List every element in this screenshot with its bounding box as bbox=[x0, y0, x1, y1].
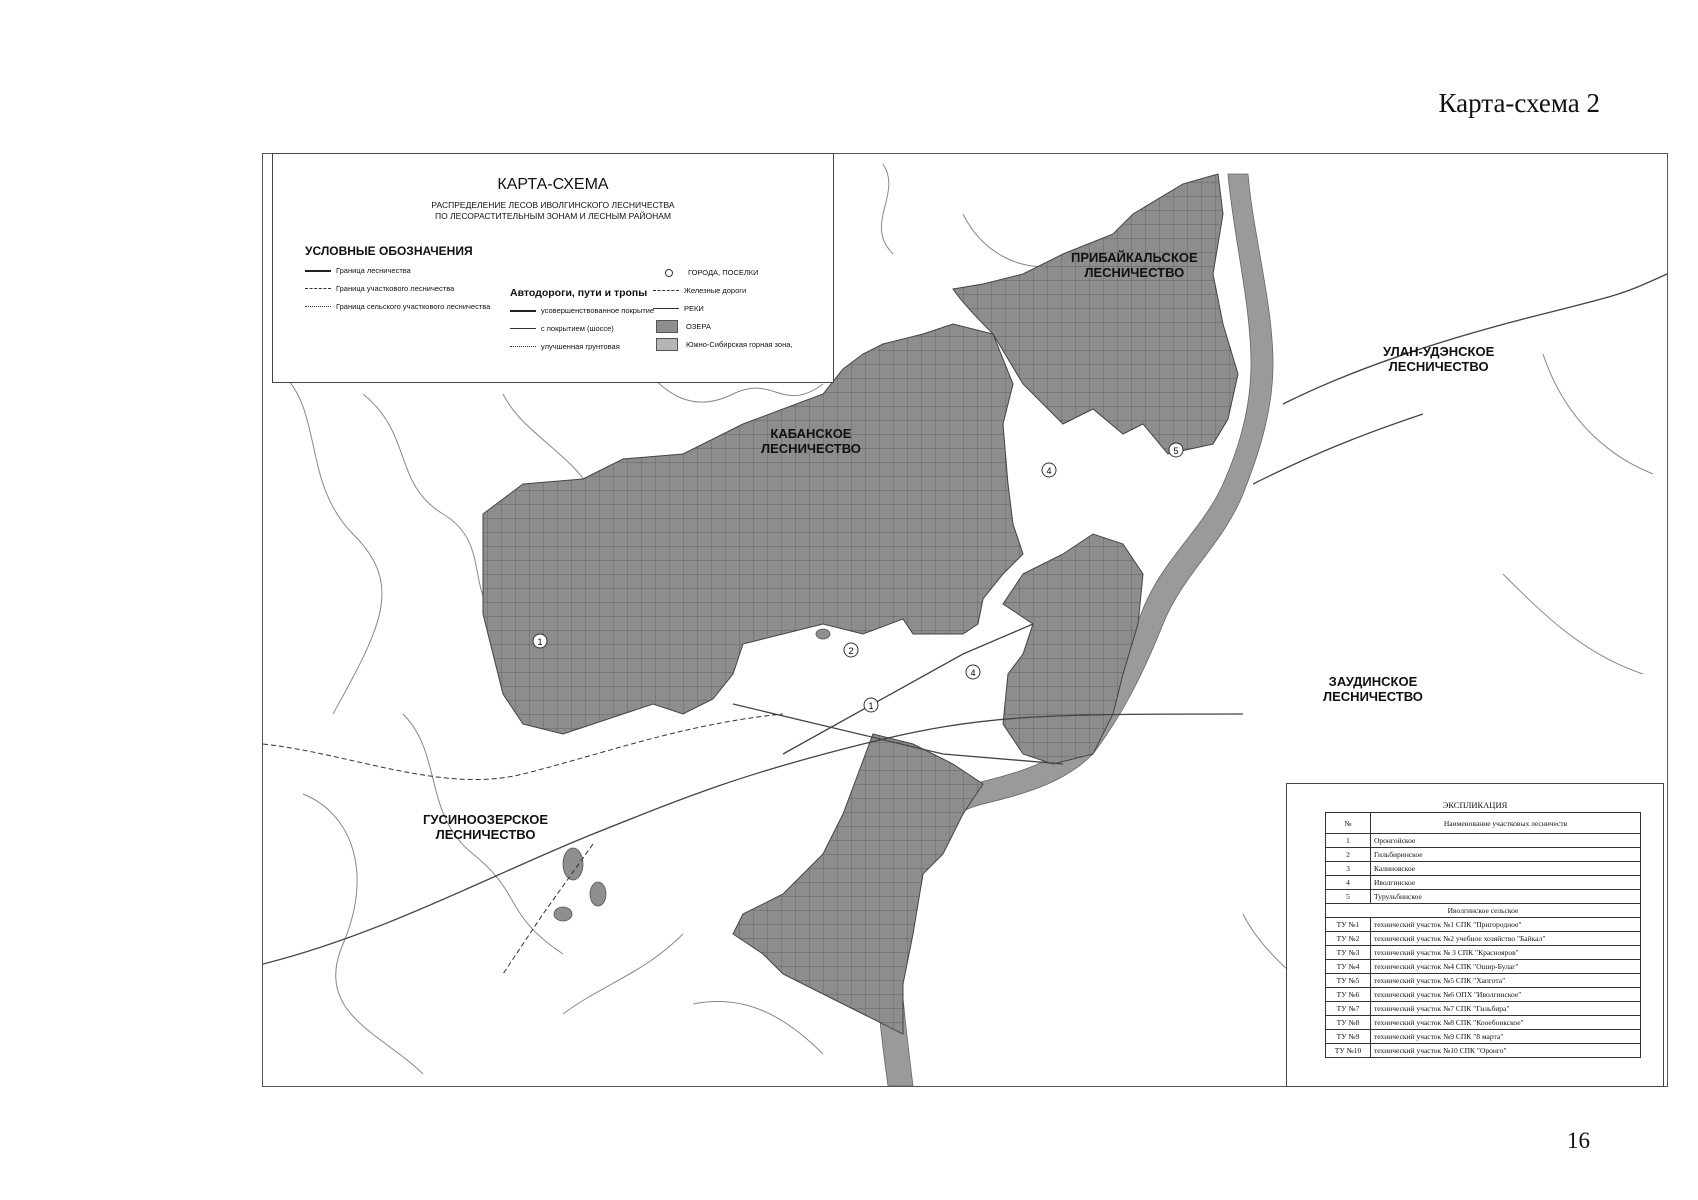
legend-road-dirt bbox=[510, 342, 620, 351]
legend-label: РЕКИ bbox=[684, 304, 704, 313]
zone-label-kabanskoe: КАБАНСКОЕ ЛЕСНИЧЕСТВО bbox=[761, 426, 861, 456]
table-row bbox=[1326, 1002, 1641, 1016]
legend-label: Граница участкового лесничества bbox=[336, 284, 455, 293]
cell-number: 5 bbox=[1326, 890, 1371, 904]
legend-label: Граница лесничества bbox=[336, 266, 411, 275]
cell-name: Турульбинское bbox=[1371, 890, 1641, 904]
group-title: Иволгинское сельское bbox=[1326, 904, 1641, 918]
cell-number: ТУ №6 bbox=[1326, 988, 1371, 1002]
legend-lakes bbox=[653, 320, 711, 333]
cell-number: 1 bbox=[1326, 834, 1371, 848]
legend-mountain-zone bbox=[653, 338, 792, 351]
forest-main bbox=[483, 324, 1023, 734]
railway-line-icon bbox=[653, 290, 679, 291]
legend-label: с покрытием (шоссе) bbox=[541, 324, 614, 333]
marker-label: 4 bbox=[1046, 466, 1052, 476]
forest-east bbox=[1003, 534, 1143, 764]
lake-swatch-icon bbox=[656, 320, 678, 333]
legend-heading: УСЛОВНЫЕ ОБОЗНАЧЕНИЯ bbox=[305, 244, 473, 258]
roads-heading: Автодороги, пути и тропы bbox=[510, 287, 648, 299]
road-line-icon bbox=[510, 310, 536, 312]
cell-number: ТУ №10 bbox=[1326, 1044, 1371, 1058]
page-number: 16 bbox=[1567, 1128, 1590, 1153]
legend-title: КАРТА-СХЕМА bbox=[497, 176, 609, 193]
table-row bbox=[1326, 862, 1641, 876]
column-header: Наименование участковых лесничеств bbox=[1371, 813, 1641, 834]
table-row bbox=[1326, 848, 1641, 862]
legend-label: Южно-Сибирская горная зона, bbox=[686, 340, 793, 349]
cell-number: ТУ №1 bbox=[1326, 918, 1371, 932]
cell-name: технический участок №4 СПК "Ошир-Булаг" bbox=[1371, 960, 1641, 974]
legend-forestry-boundary bbox=[305, 266, 411, 275]
cell-name: технический участок №10 СПК "Оронго" bbox=[1371, 1044, 1641, 1058]
cell-name: Калиновское bbox=[1371, 862, 1641, 876]
cell-name: технический участок №8 СПК "Кооебоикское" bbox=[1371, 1016, 1641, 1030]
legend-railways bbox=[653, 286, 746, 295]
dashed-line-icon bbox=[305, 288, 331, 289]
cell-name: технический участок № 3 СПК "Краснояров" bbox=[1371, 946, 1641, 960]
dotted-line-icon bbox=[305, 306, 331, 307]
marker-label: 1 bbox=[868, 701, 874, 711]
cell-name: технический участок №7 СПК "Гильбира" bbox=[1371, 1002, 1641, 1016]
table-row bbox=[1326, 918, 1641, 932]
zone-label-pribaikalskoe: ПРИБАЙКАЛЬСКОЕ ЛЕСНИЧЕСТВО bbox=[1071, 250, 1198, 280]
legend-road-improved bbox=[510, 306, 654, 315]
legend-settlements bbox=[653, 268, 759, 277]
forest-south bbox=[733, 734, 983, 1034]
cell-name: технический участок №9 СПК "8 марта" bbox=[1371, 1030, 1641, 1044]
table-row bbox=[1326, 876, 1641, 890]
cell-name: технический участок №6 ОПХ "Иволгинское" bbox=[1371, 988, 1641, 1002]
cell-number: ТУ №3 bbox=[1326, 946, 1371, 960]
marker-label: 2 bbox=[848, 646, 854, 656]
cell-number: ТУ №7 bbox=[1326, 1002, 1371, 1016]
table-group-row bbox=[1326, 904, 1641, 918]
railway bbox=[263, 714, 783, 974]
boundary-line-icon bbox=[305, 270, 331, 272]
zone-label-ulan-ude: УЛАН-УДЭНСКОЕ ЛЕСНИЧЕСТВО bbox=[1383, 344, 1495, 374]
column-header: № bbox=[1326, 813, 1371, 834]
legend bbox=[272, 153, 834, 383]
explication-title: ЭКСПЛИКАЦИЯ bbox=[1442, 800, 1508, 810]
legend-label: Граница сельского участкового лесничества bbox=[336, 302, 491, 311]
cell-name: технический участок №2 учебное хозяйство "Байкал" bbox=[1371, 932, 1641, 946]
legend-label: ГОРОДА, ПОСЕЛКИ bbox=[688, 268, 759, 277]
legend-rural-boundary bbox=[305, 302, 490, 311]
river-line-icon bbox=[653, 308, 679, 309]
table-row bbox=[1326, 932, 1641, 946]
marker-label: 1 bbox=[537, 637, 543, 647]
road-line-icon bbox=[510, 328, 536, 329]
legend-label: Железные дороги bbox=[684, 286, 747, 295]
cell-name: Иволгинское bbox=[1371, 876, 1641, 890]
page-title: Карта-схема 2 bbox=[1438, 88, 1600, 118]
legend-label: ОЗЕРА bbox=[686, 322, 711, 331]
cell-number: ТУ №8 bbox=[1326, 1016, 1371, 1030]
cell-number: ТУ №9 bbox=[1326, 1030, 1371, 1044]
settlement-icon bbox=[665, 269, 673, 277]
cell-number: ТУ №4 bbox=[1326, 960, 1371, 974]
table-row bbox=[1326, 1044, 1641, 1058]
cell-number: 4 bbox=[1326, 876, 1371, 890]
explication-table bbox=[1325, 812, 1641, 1058]
legend-rivers bbox=[653, 304, 704, 313]
table-row bbox=[1326, 974, 1641, 988]
legend-road-paved bbox=[510, 324, 614, 333]
legend-label: улучшенная грунтовая bbox=[541, 342, 620, 351]
zone-label-zaudinskoe: ЗАУДИНСКОЕ ЛЕСНИЧЕСТВО bbox=[1323, 674, 1423, 704]
table-row bbox=[1326, 1016, 1641, 1030]
legend-subtitle: РАСПРЕДЕЛЕНИЕ ЛЕСОВ ИВОЛГИНСКОГО ЛЕСНИЧЕСТВА ПО ЛЕСОРАСТИТЕЛЬНЫМ ЗОНАМ И ЛЕСНЫМ РАЙОНАМ bbox=[431, 200, 675, 221]
marker-label: 4 bbox=[970, 668, 976, 678]
table-row bbox=[1326, 890, 1641, 904]
cell-number: ТУ №5 bbox=[1326, 974, 1371, 988]
cell-name: технический участок №5 СПК "Хапгота" bbox=[1371, 974, 1641, 988]
cell-name: Оронгойское bbox=[1371, 834, 1641, 848]
marker-label: 5 bbox=[1173, 446, 1179, 456]
zone-swatch-icon bbox=[656, 338, 678, 351]
table-row bbox=[1326, 834, 1641, 848]
cell-number: ТУ №2 bbox=[1326, 932, 1371, 946]
table-row bbox=[1326, 988, 1641, 1002]
cell-name: Гильбиринское bbox=[1371, 848, 1641, 862]
legend-district-boundary bbox=[305, 284, 454, 293]
table-row bbox=[1326, 1030, 1641, 1044]
zone-label-gusinoozerskoe: ГУСИНООЗЕРСКОЕ ЛЕСНИЧЕСТВО bbox=[423, 812, 549, 842]
cell-name: технический участок №1 СПК "Пригородное" bbox=[1371, 918, 1641, 932]
table-row bbox=[1326, 946, 1641, 960]
table-row bbox=[1326, 960, 1641, 974]
cell-number: 3 bbox=[1326, 862, 1371, 876]
explication-panel bbox=[1286, 783, 1664, 1087]
road-line-icon bbox=[510, 346, 536, 347]
cell-number: 2 bbox=[1326, 848, 1371, 862]
legend-label: усовершенствованное покрытие bbox=[541, 306, 655, 315]
table-header-row bbox=[1326, 813, 1641, 834]
